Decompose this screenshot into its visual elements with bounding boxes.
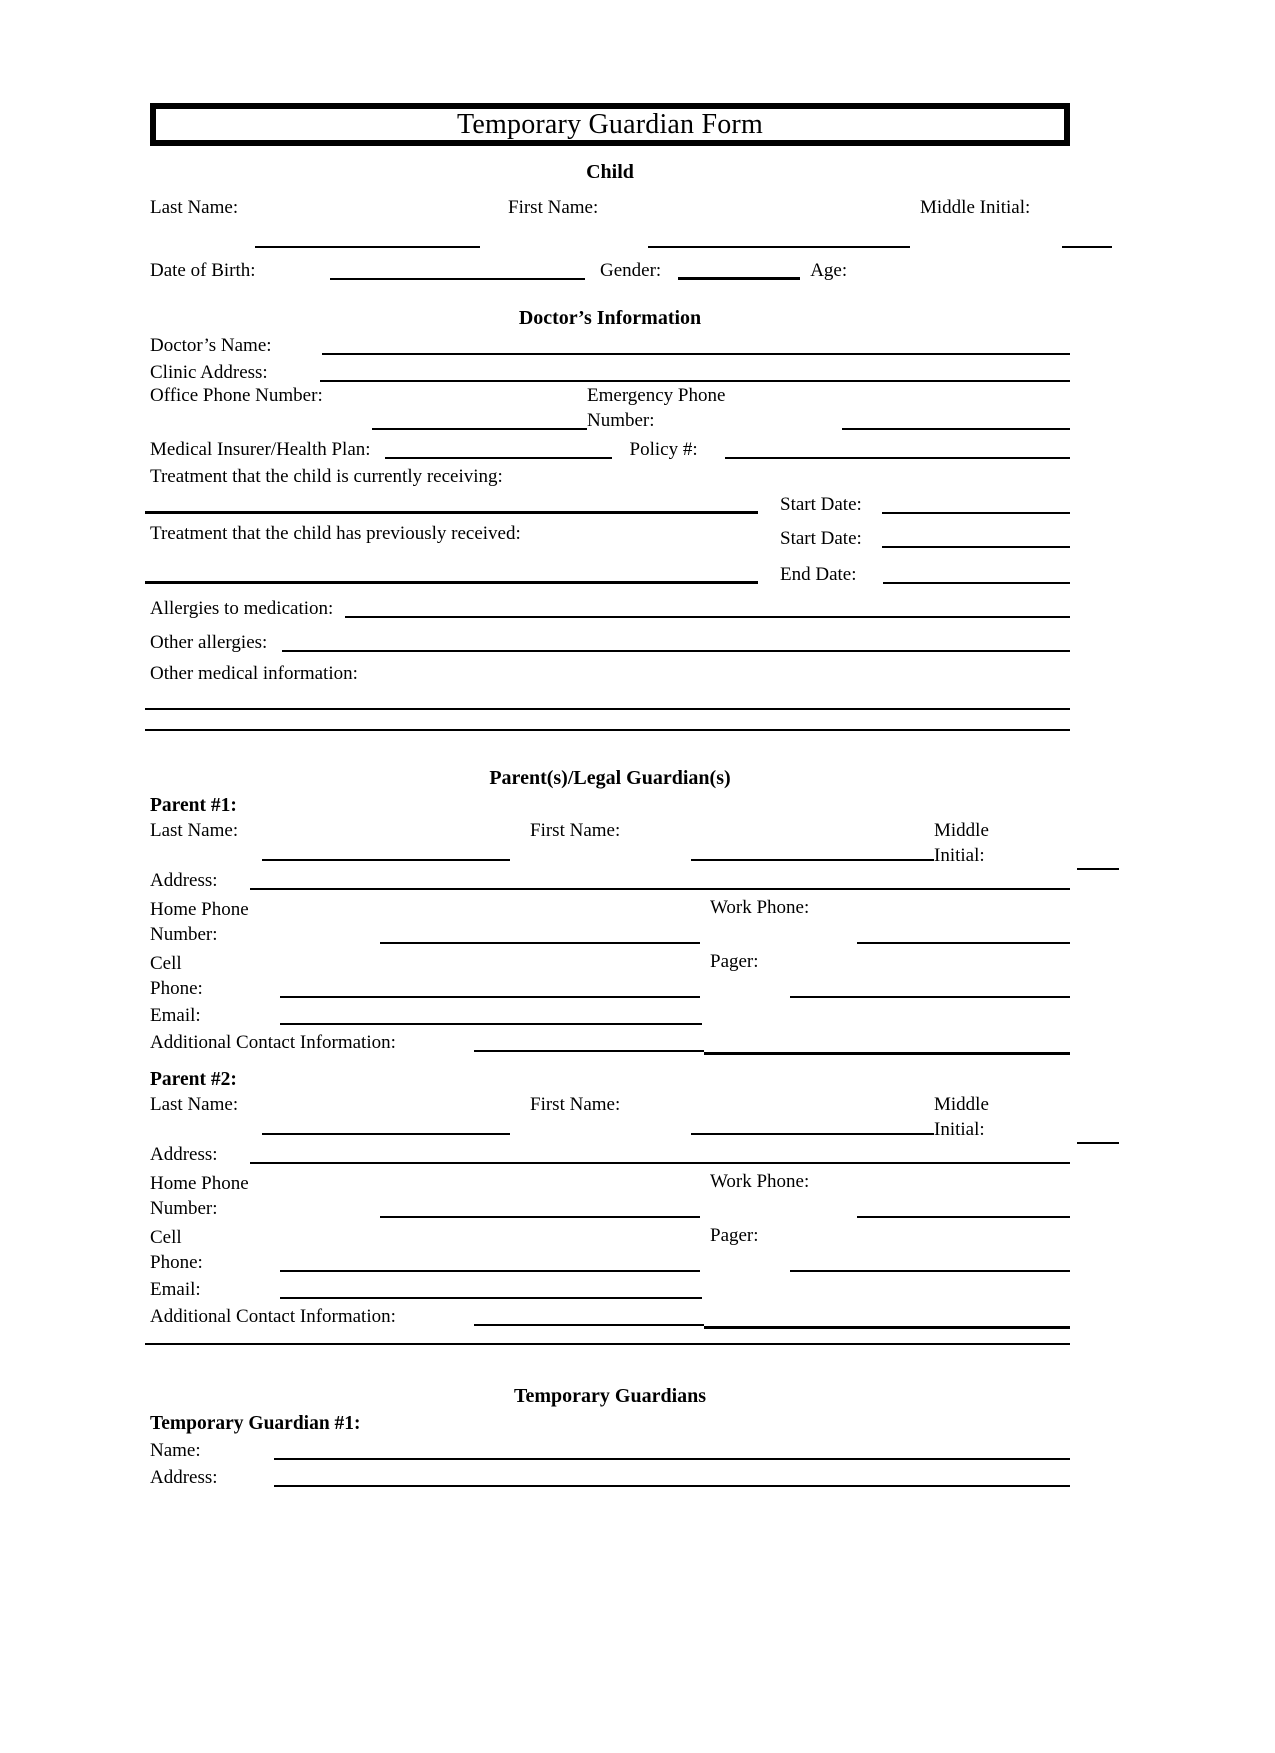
parent2-cell-phone-field	[150, 1225, 710, 1275]
treatment-previous-start-blank	[882, 546, 1070, 548]
clinic-address-row	[150, 358, 1070, 385]
parent1-pager-field	[710, 949, 1070, 1001]
parent2-cell-phone-label: Cell Phone:	[150, 1227, 203, 1273]
parent1-address-blank	[250, 888, 1070, 890]
child-first-name-blank	[648, 246, 910, 248]
emergency-phone-label: Emergency Phone Number:	[587, 385, 726, 431]
doctor-name-row	[150, 331, 1070, 358]
guardian1-address-label: Address:	[150, 1467, 218, 1488]
parent1-first-name-label: First Name:	[530, 820, 621, 841]
guardian1-name-row	[150, 1436, 1070, 1463]
parent1-work-phone-label: Work Phone:	[710, 897, 810, 918]
parent1-cell-phone-blank	[280, 996, 700, 998]
parent2-first-name-blank	[691, 1133, 934, 1135]
parent1-cell-phone-label: Cell Phone:	[150, 953, 203, 999]
parent1-first-name-field	[510, 818, 934, 864]
parent1-cell-phone-field	[150, 951, 710, 1001]
parent2-home-phone-field	[150, 1171, 710, 1221]
parent2-last-name-label: Last Name:	[150, 1094, 239, 1115]
parent1-address-row	[150, 866, 1070, 893]
guardian1-name-blank	[274, 1458, 1070, 1460]
parent1-home-phone-blank	[380, 942, 700, 944]
other-allergies-row	[150, 627, 1070, 655]
policy-label: Policy #:	[629, 439, 698, 460]
parent2-last-name-blank	[262, 1133, 510, 1135]
parent1-last-name-label: Last Name:	[150, 820, 239, 841]
treatment-previous-label: Treatment that the child has previously received:	[150, 523, 521, 544]
parent2-address-label: Address:	[150, 1144, 218, 1165]
insurer-label: Medical Insurer/Health Plan:	[150, 439, 371, 460]
doctor-name-blank	[322, 353, 1070, 355]
child-last-name-field	[150, 195, 500, 251]
parent1-work-phone-blank	[857, 942, 1070, 944]
phone-numbers-row	[150, 385, 1070, 433]
guardian1-address-blank	[274, 1485, 1070, 1487]
insurer-blank	[385, 457, 612, 459]
guardian1-heading: Temporary Guardian #1:	[150, 1413, 361, 1434]
guardians-section-heading: Temporary Guardians	[513, 1385, 707, 1407]
parent1-additional-blank-2	[704, 1052, 1070, 1055]
clinic-address-blank	[320, 380, 1070, 382]
parent1-additional-blank	[474, 1050, 704, 1052]
parent2-first-name-label: First Name:	[530, 1094, 621, 1115]
emergency-phone-field	[587, 383, 1070, 433]
parent2-middle-initial-field	[934, 1092, 1119, 1138]
parent1-work-phone-field	[710, 895, 1070, 947]
other-medical-blank-2	[145, 729, 1070, 731]
parent1-heading: Parent #1:	[150, 795, 237, 816]
parent1-address-label: Address:	[150, 870, 218, 891]
parent1-additional-row	[150, 1028, 1070, 1055]
doctor-section-heading: Doctor’s Information	[518, 307, 702, 329]
child-last-name-blank	[255, 246, 480, 248]
parent1-email-label: Email:	[150, 1005, 201, 1026]
parent2-email-row	[150, 1275, 1070, 1302]
parent2-additional-blank-2	[704, 1326, 1070, 1329]
parent1-home-phone-label: Home Phone Number:	[150, 899, 249, 945]
parent2-middle-initial-label: Middle Initial:	[934, 1094, 989, 1140]
treatment-previous-block	[150, 521, 1070, 587]
child-dob-label: Date of Birth:	[150, 260, 256, 281]
other-allergies-blank	[282, 650, 1070, 652]
document-page	[0, 103, 1275, 1753]
treatment-previous-end-label: End Date:	[780, 564, 857, 585]
parent1-middle-initial-field	[934, 818, 1119, 864]
allergies-medication-row	[150, 593, 1070, 621]
child-name-row	[150, 195, 1070, 251]
parent2-email-blank	[280, 1297, 702, 1299]
form-title: Temporary Guardian Form	[457, 109, 763, 140]
guardian1-address-row	[150, 1463, 1070, 1490]
child-dob-blank	[330, 278, 585, 280]
clinic-address-label: Clinic Address:	[150, 362, 268, 383]
parent2-heading: Parent #2:	[150, 1069, 237, 1090]
parent2-additional-blank	[474, 1324, 704, 1326]
parent1-cell-row	[150, 949, 1070, 1001]
form-content	[150, 103, 1070, 1490]
parent2-cell-row	[150, 1223, 1070, 1275]
treatment-previous-dates	[780, 521, 1070, 587]
parents-section-heading: Parent(s)/Legal Guardian(s)	[489, 767, 731, 789]
parent1-name-row	[150, 818, 1070, 864]
treatment-current-blank	[145, 511, 758, 514]
treatment-previous-start-label: Start Date:	[780, 528, 862, 549]
parent2-work-phone-label: Work Phone:	[710, 1171, 810, 1192]
parent2-last-name-field	[150, 1092, 510, 1138]
doctor-name-label: Doctor’s Name:	[150, 335, 272, 356]
treatment-previous-start-row	[780, 521, 1070, 551]
policy-blank	[725, 457, 1070, 459]
child-section-heading: Child	[586, 161, 634, 183]
parent1-email-blank	[280, 1023, 702, 1025]
parent1-email-row	[150, 1001, 1070, 1028]
child-last-name-label: Last Name:	[150, 197, 239, 218]
parent2-pager-blank	[790, 1270, 1070, 1272]
guardian1-name-label: Name:	[150, 1440, 201, 1461]
parent1-pager-label: Pager:	[710, 951, 759, 972]
parent2-pager-field	[710, 1223, 1070, 1275]
treatment-previous-end-row	[780, 557, 1070, 587]
other-medical-label: Other medical information:	[150, 663, 358, 684]
parent2-work-phone-blank	[857, 1216, 1070, 1218]
parent1-home-phone-field	[150, 897, 710, 947]
parent1-phone-row	[150, 895, 1070, 947]
office-phone-label: Office Phone Number:	[150, 385, 323, 406]
parent2-email-label: Email:	[150, 1279, 201, 1300]
treatment-current-start-blank	[882, 512, 1070, 514]
parent2-cell-phone-blank	[280, 1270, 700, 1272]
child-age-label: Age:	[810, 260, 848, 281]
parent1-middle-initial-label: Middle Initial:	[934, 820, 989, 866]
parent2-home-phone-blank	[380, 1216, 700, 1218]
parent1-middle-initial-blank	[1077, 868, 1119, 870]
parent1-pager-blank	[790, 996, 1070, 998]
form-title-box	[150, 103, 1070, 146]
parent2-first-name-field	[510, 1092, 934, 1138]
other-medical-blank-1	[145, 708, 1070, 710]
treatment-previous-field	[150, 521, 780, 587]
insurer-row	[150, 435, 1070, 462]
parent2-address-blank	[250, 1162, 1070, 1164]
parent2-work-phone-field	[710, 1169, 1070, 1221]
allergies-medication-blank	[345, 616, 1070, 618]
parent2-phone-row	[150, 1169, 1070, 1221]
treatment-previous-blank	[145, 581, 758, 584]
allergies-medication-label: Allergies to medication:	[150, 598, 334, 619]
parent2-name-row	[150, 1092, 1070, 1138]
parent2-additional-label: Additional Contact Information:	[150, 1306, 396, 1327]
parent2-home-phone-label: Home Phone Number:	[150, 1173, 249, 1219]
child-dob-row	[150, 254, 1070, 283]
other-allergies-label: Other allergies:	[150, 632, 268, 653]
child-gender-label: Gender:	[600, 260, 662, 281]
office-phone-blank	[372, 428, 587, 430]
child-middle-initial-blank	[1062, 246, 1112, 248]
parent2-pager-label: Pager:	[710, 1225, 759, 1246]
child-first-name-field	[500, 195, 920, 251]
parent1-last-name-blank	[262, 859, 510, 861]
child-gender-blank	[678, 277, 800, 280]
child-middle-initial-label: Middle Initial:	[920, 197, 1031, 218]
parent2-middle-initial-blank	[1077, 1142, 1119, 1144]
emergency-phone-blank	[842, 428, 1070, 430]
parent1-additional-label: Additional Contact Information:	[150, 1032, 396, 1053]
treatment-current-row	[150, 489, 1070, 517]
parent2-address-row	[150, 1140, 1070, 1167]
parent1-last-name-field	[150, 818, 510, 864]
treatment-current-label: Treatment that the child is currently receiving:	[150, 466, 503, 487]
parent1-first-name-blank	[691, 859, 934, 861]
treatment-current-start-label: Start Date:	[780, 494, 862, 515]
office-phone-field	[150, 383, 587, 433]
parent2-additional-row	[150, 1302, 1070, 1329]
treatment-previous-end-blank	[883, 582, 1070, 584]
child-first-name-label: First Name:	[508, 197, 599, 218]
child-middle-initial-field	[920, 195, 1112, 251]
section-divider-line	[145, 1343, 1070, 1345]
